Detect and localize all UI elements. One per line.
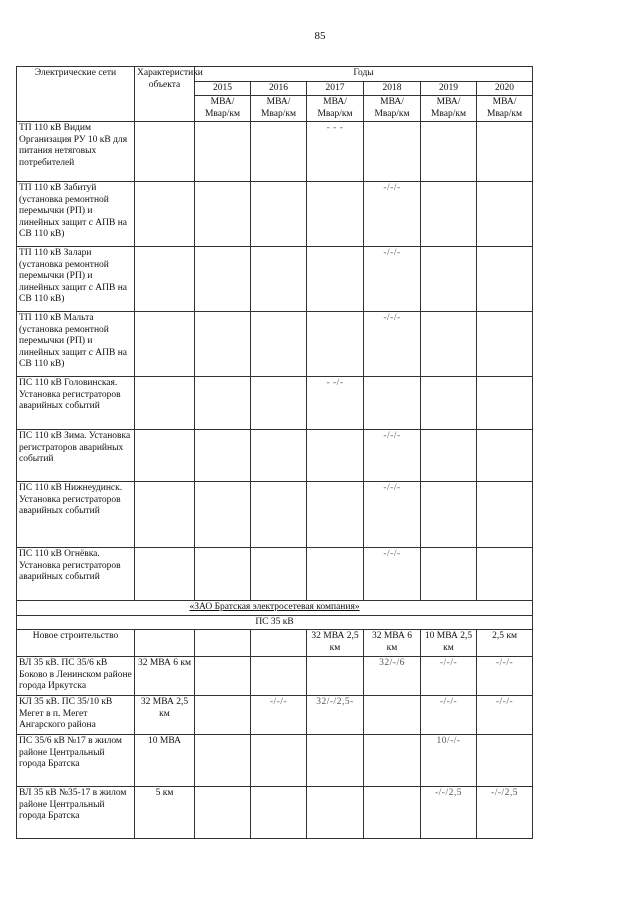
value-cell: -/-/- [421, 657, 477, 696]
value-cell [477, 247, 533, 312]
value-cell [251, 122, 307, 182]
characteristics-cell: 5 км [135, 787, 195, 839]
characteristics-cell: 32 МВА 6 км [135, 657, 195, 696]
year-header: 2017 [307, 81, 364, 96]
table-row [17, 696, 533, 735]
year-header: 2018 [364, 81, 421, 96]
characteristics-cell [135, 182, 195, 247]
value-cell [195, 247, 251, 312]
value-cell [477, 122, 533, 182]
value-cell: 32 МВА 2,5 км [307, 630, 364, 657]
year-header: 2019 [421, 81, 477, 96]
value-cell [477, 182, 533, 247]
header-row [17, 67, 533, 82]
characteristics-cell: 32 МВА 2,5 км [135, 696, 195, 735]
value-cell: -/-/- [477, 696, 533, 735]
characteristics-cell [135, 430, 195, 482]
network-name: ПС 110 кВ Зима. Установка регистраторов аварийных событий [17, 430, 135, 482]
value-cell [421, 377, 477, 430]
unit-bottom: Мвар/км [204, 108, 241, 119]
characteristics-header: Характеристики объекта [135, 67, 195, 122]
network-name: ТП 110 кВ Забитуй (установка ремонтной перемычки (РП) и линейных защит с АПВ на СВ 110 кВ) [17, 182, 135, 247]
value-cell [251, 312, 307, 377]
value-cell [195, 657, 251, 696]
network-name: ТП 110 кВ Мальта (установка ремонтной перемычки (РП) и линейных защит с АПВ на СВ 110 кВ) [17, 312, 135, 377]
value-cell [307, 548, 364, 601]
network-name: ТП 110 кВ Видим Организация РУ 10 кВ для питания нетяговых потребителей [17, 122, 135, 182]
network-name: ТП 110 кВ Залари (установка ремонтной перемычки (РП) и линейных защит с АПВ на СВ 110 кВ) [17, 247, 135, 312]
years-header: Годы [195, 67, 533, 82]
value-cell [251, 630, 307, 657]
value-cell: -/-/- [477, 657, 533, 696]
value-cell [477, 482, 533, 548]
value-cell [477, 377, 533, 430]
network-name: ПС 110 кВ Огнёвка. Установка регистраторов аварийных событий [17, 548, 135, 601]
value-cell: -/-/- [364, 247, 421, 312]
value-cell [421, 548, 477, 601]
year-header: 2016 [251, 81, 307, 96]
value-cell [251, 182, 307, 247]
value-cell: 32 МВА 6 км [364, 630, 421, 657]
value-cell [195, 735, 251, 787]
unit-top: МВА/ [266, 97, 291, 107]
value-cell: -/-/- [364, 182, 421, 247]
characteristics-cell [135, 122, 195, 182]
section-row [17, 601, 533, 616]
characteristics-cell [135, 630, 195, 657]
value-cell [477, 548, 533, 601]
network-name: КЛ 35 кВ. ПС 35/10 кВ Мегет в п. Мегет Ангарского района [17, 696, 135, 735]
unit-top: МВА/ [210, 97, 235, 107]
network-name: ВЛ 35 кВ. ПС 35/6 кВ Боково в Ленинском районе города Иркутска [17, 657, 135, 696]
value-cell [251, 735, 307, 787]
value-cell: - - - [307, 122, 364, 182]
power-grid-table [16, 66, 533, 839]
value-cell [364, 122, 421, 182]
value-cell: -/-/2,5 [477, 787, 533, 839]
table-row [17, 735, 533, 787]
value-cell [195, 787, 251, 839]
value-cell: 10 МВА 2,5 км [421, 630, 477, 657]
value-cell [307, 312, 364, 377]
value-cell [307, 482, 364, 548]
value-cell: 2,5 км [477, 630, 533, 657]
value-cell [195, 122, 251, 182]
value-cell [307, 182, 364, 247]
value-cell [251, 430, 307, 482]
value-cell: -/-/2,5 [421, 787, 477, 839]
year-header: 2020 [477, 81, 533, 96]
table-row [17, 548, 533, 601]
value-cell [364, 787, 421, 839]
table-row [17, 787, 533, 839]
network-name: ПС 110 кВ Нижнеудинск. Установка регистраторов аварийных событий [17, 482, 135, 548]
value-cell [307, 247, 364, 312]
unit-bottom: Мвар/км [374, 108, 410, 119]
characteristics-cell [135, 247, 195, 312]
table-row [17, 377, 533, 430]
value-cell [421, 312, 477, 377]
value-cell [251, 377, 307, 430]
network-name: ПС 110 кВ Головинская. Установка регистраторов аварийных событий [17, 377, 135, 430]
value-cell [307, 787, 364, 839]
value-cell: 10/-/- [421, 735, 477, 787]
table-row [17, 482, 533, 548]
table-row [17, 630, 533, 657]
table-row [17, 122, 533, 182]
unit-top: МВА/ [323, 97, 347, 107]
value-cell [195, 377, 251, 430]
value-cell [307, 657, 364, 696]
value-cell: -/-/- [364, 482, 421, 548]
value-cell [364, 735, 421, 787]
value-cell: 32/-/6 [364, 657, 421, 696]
table-row [17, 312, 533, 377]
characteristics-cell [135, 482, 195, 548]
subsection-title: ПС 35 кВ [17, 615, 533, 630]
value-cell [477, 312, 533, 377]
network-name: Новое строительство [17, 630, 135, 657]
unit-header-cell [364, 96, 421, 122]
unit-top: МВА/ [436, 97, 461, 107]
value-cell [477, 735, 533, 787]
characteristics-cell [135, 548, 195, 601]
value-cell [307, 735, 364, 787]
value-cell [251, 482, 307, 548]
unit-top: МВА/ [492, 97, 517, 107]
value-cell: -/-/- [251, 696, 307, 735]
characteristics-cell [135, 377, 195, 430]
value-cell: -/-/- [364, 312, 421, 377]
value-cell [477, 430, 533, 482]
value-cell [421, 182, 477, 247]
value-cell [195, 696, 251, 735]
value-cell [251, 787, 307, 839]
value-cell: -/-/- [364, 430, 421, 482]
value-cell [421, 482, 477, 548]
section-title: «ЗАО Братская электросетевая компания» [17, 601, 533, 616]
value-cell [251, 548, 307, 601]
characteristics-cell: 10 МВА [135, 735, 195, 787]
table-row [17, 182, 533, 247]
value-cell [195, 430, 251, 482]
value-cell [421, 247, 477, 312]
unit-header-cell [477, 96, 533, 122]
networks-header: Электрические сети [17, 67, 135, 122]
unit-header-cell [421, 96, 477, 122]
value-cell [195, 482, 251, 548]
value-cell [195, 630, 251, 657]
value-cell: -/-/- [421, 696, 477, 735]
network-name: ВЛ 35 кВ №35-17 в жилом районе Центральный города Братска [17, 787, 135, 839]
table-row [17, 247, 533, 312]
unit-bottom: Мвар/км [430, 108, 467, 119]
value-cell [195, 548, 251, 601]
characteristics-cell [135, 312, 195, 377]
unit-header-cell [307, 96, 364, 122]
value-cell [364, 696, 421, 735]
value-cell [307, 430, 364, 482]
table-row [17, 430, 533, 482]
page-number: 85 [314, 30, 326, 42]
unit-header-cell [251, 96, 307, 122]
value-cell [195, 182, 251, 247]
year-header: 2015 [195, 81, 251, 96]
unit-header-cell [195, 96, 251, 122]
network-name: ПС 35/6 кВ №17 в жилом районе Центральный города Братска [17, 735, 135, 787]
value-cell: 32/-/2,5- [307, 696, 364, 735]
value-cell [251, 247, 307, 312]
value-cell: -/-/- [364, 548, 421, 601]
value-cell: - -/- [307, 377, 364, 430]
value-cell [251, 657, 307, 696]
unit-top: МВА/ [380, 97, 404, 107]
value-cell [195, 312, 251, 377]
table-row [17, 657, 533, 696]
value-cell [364, 377, 421, 430]
unit-bottom: Мвар/км [260, 108, 297, 119]
value-cell [421, 122, 477, 182]
subsection-row [17, 615, 533, 630]
unit-bottom: Мвар/км [487, 108, 523, 119]
value-cell [421, 430, 477, 482]
unit-bottom: Мвар/км [317, 108, 353, 119]
